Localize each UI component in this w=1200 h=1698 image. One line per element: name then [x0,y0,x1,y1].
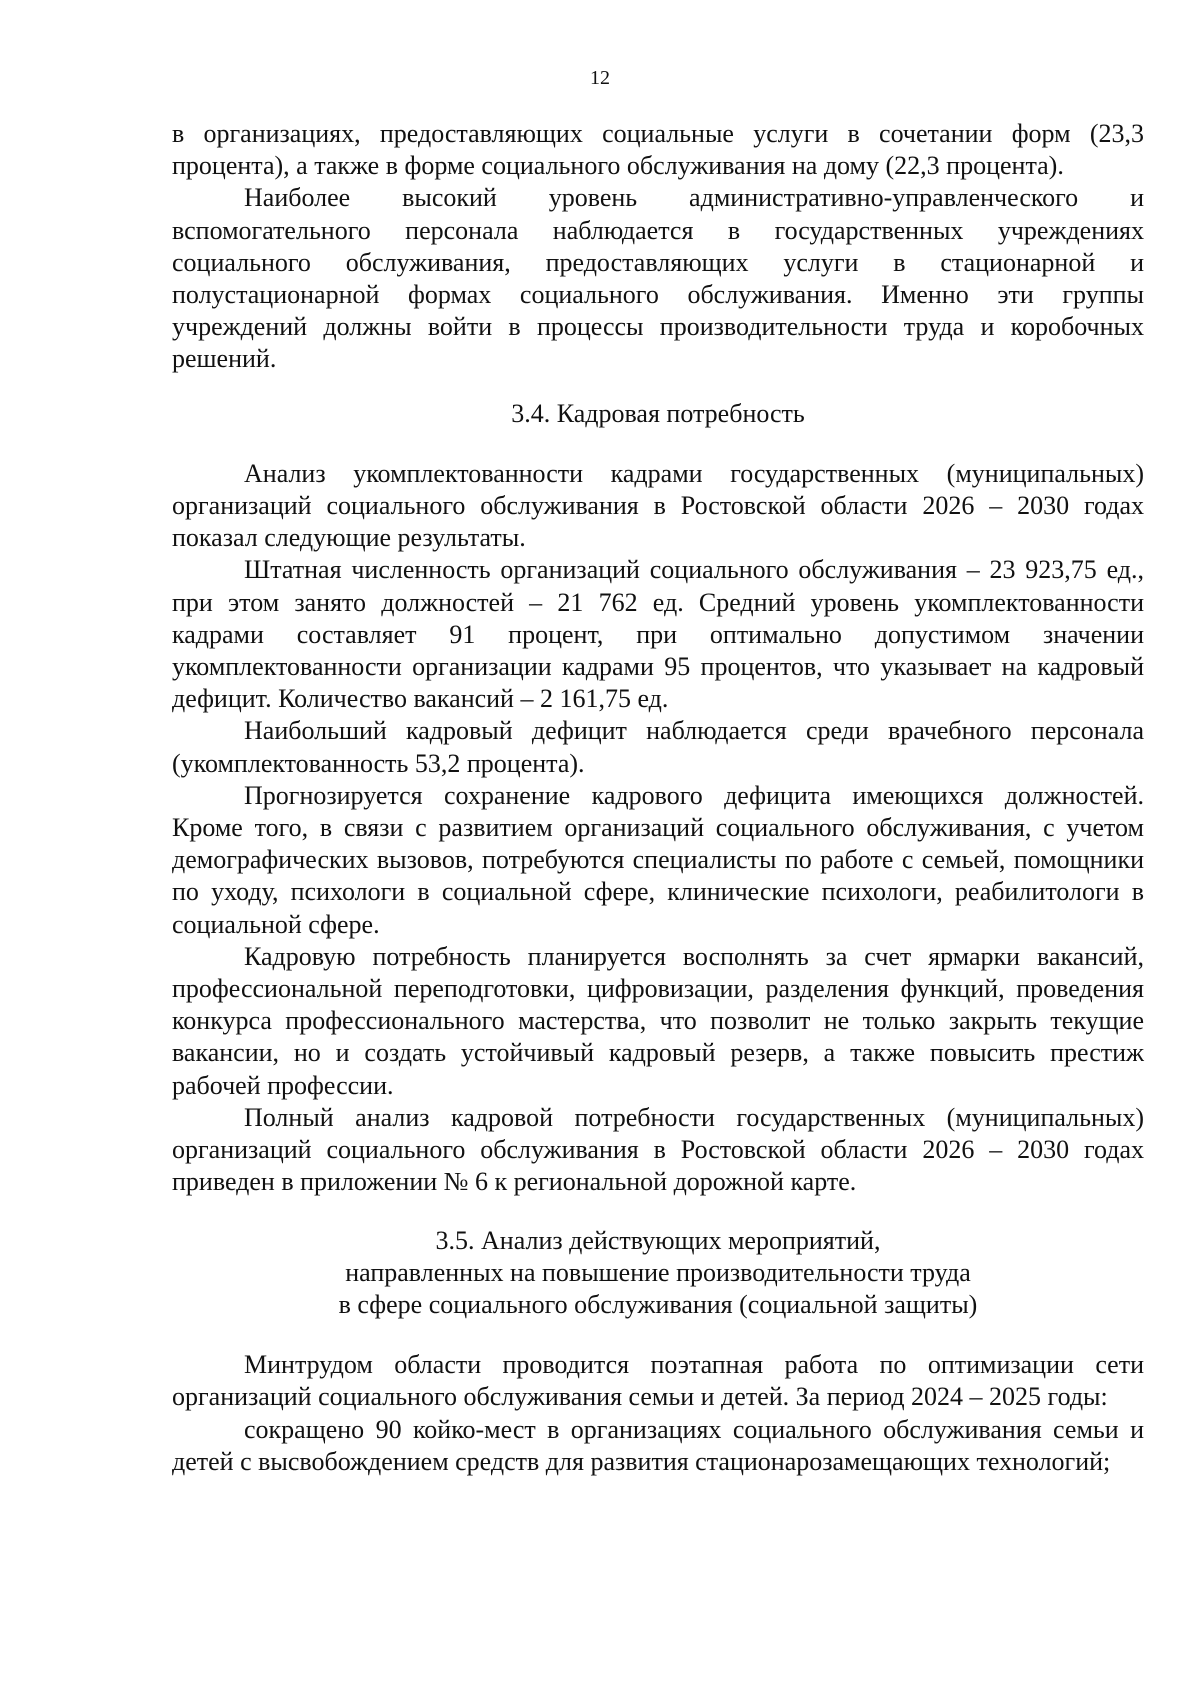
paragraph-full-analysis: Полный анализ кадровой потребности государственных (муниципальных) организаций социального обслуживания в Ростовской области 2026 – 2030 годах приведен в приложении № 6 к региональной дорожной карте. [172,1102,1144,1197]
paragraph-beds-reduction: сокращено 90 койко-мест в организациях социального обслуживания семьи и детей с высвобождением средств для развития стационарозамещающих технологий; [172,1414,1144,1476]
paragraph-medical-deficit: Наибольший кадровый дефицит наблюдается среди врачебного персонала (укомплектованность 53,2 процента). [172,716,1144,778]
section-heading-3-4: 3.4. Кадровая потребность [511,398,805,428]
paragraph-forecast: Прогнозируется сохранение кадрового дефицита имеющихся должностей. Кроме того, в связи с развитием организаций социального обслуживания, с учетом демографических вызовов, потребуются специалисты по работе с семьей, помощники по уходу, психологи в социальной сфере, клинические психологи, реабилитологи в социальной сфере. [172,780,1144,939]
document-body [172,118,1144,1478]
paragraph-continuation: в организациях, предоставляющих социальные услуги в сочетании форм (23,3 процента), а также в форме социального обслуживания на дому (22,3 процента). [172,119,1144,181]
section-heading-3-5-line: 3.5. Анализ действующих мероприятий, [435,1225,881,1255]
paragraph-staff-numbers: Штатная численность организаций социального обслуживания – 23 923,75 ед., при этом занято должностей – 21 762 ед. Средний уровень укомплектованности кадрами составляет 91 процент, при оптимально допустимом значении укомплектованности организации кадрами 95 процентов, что указывает на кадровый дефицит. Количество вакансий – 2 161,75 ед. [172,555,1144,714]
section-heading-3-5-line: направленных на повышение производительности труда [345,1257,971,1287]
section-heading-3-5-line: в сфере социального обслуживания (социальной защиты) [338,1289,978,1319]
page-number: 12 [590,67,610,89]
paragraph-admin-staff: Наиболее высокий уровень административно-управленческого и вспомогательного персонала наблюдается в государственных учреждениях социального обслуживания, предоставляющих услуги в стационарной и полустационарной формах социального обслуживания. Именно эти группы учреждений должны войти в процессы производительности труда и коробочных решений. [172,183,1144,374]
paragraph-staffing-measures: Кадровую потребность планируется восполнять за счет ярмарки вакансий, профессиональной переподготовки, цифровизации, разделения функций, проведения конкурса профессионального мастерства, что позволит не только закрыть текущие вакансии, но и создать устойчивый кадровый резерв, а также повысить престиж рабочей профессии. [172,941,1144,1100]
section-heading-3-5 [172,1225,1144,1322]
paragraph-staffing-analysis: Анализ укомплектованности кадрами государственных (муниципальных) организаций социального обслуживания в Ростовской области 2026 – 2030 годах показал следующие результаты. [172,458,1144,553]
paragraph-network-optimization: Минтрудом области проводится поэтапная работа по оптимизации сети организаций социального обслуживания семьи и детей. За период 2024 – 2025 годы: [172,1350,1144,1412]
